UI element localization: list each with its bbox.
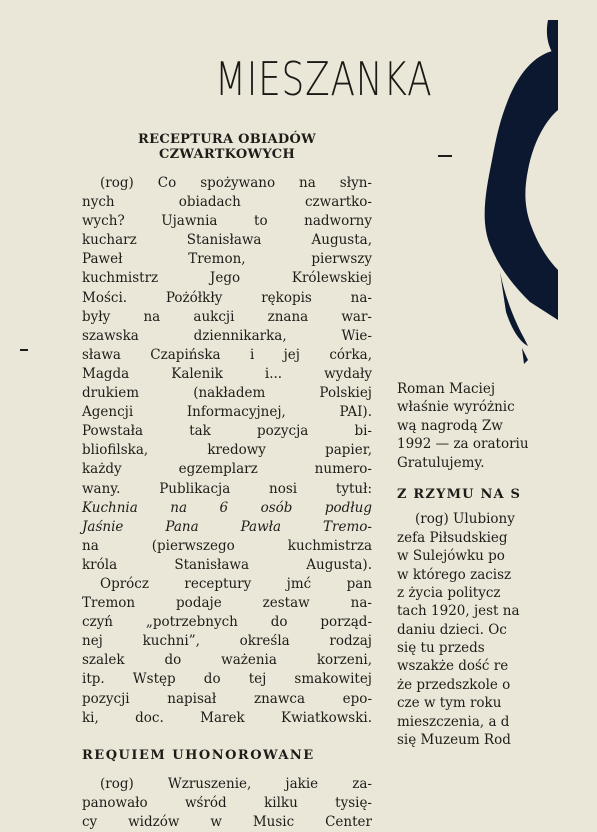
body-line: pozycji napisał znawca epo- <box>82 690 372 707</box>
body-line: wany. Publikacja nosi tytuł: <box>82 480 372 497</box>
body-line: każdy egzemplarz numero- <box>82 461 372 478</box>
right-line: w Sulejówku po <box>397 548 505 565</box>
body-line: Magda Kalenik i... wydały <box>82 365 372 382</box>
body-line: wych? Ujawnia to nadworny <box>82 213 372 230</box>
right-line: tach 1920, jest na <box>397 603 520 620</box>
body-line: kucharz Stanisława Augusta, <box>82 232 372 249</box>
body-line: były na aukcji znana war- <box>82 308 372 325</box>
right-line: się tu przeds <box>397 640 485 657</box>
body-line: na (pierwszego kuchmistrza <box>82 537 372 554</box>
body-line: Oprócz receptury jmć pan <box>100 575 372 592</box>
right-line: Gratulujemy. <box>397 454 485 471</box>
body-line: Paweł Tremon, pierwszy <box>82 251 372 268</box>
body-line: sława Czapińska i jej córka, <box>82 346 372 363</box>
left-column <box>82 132 372 832</box>
article-body-receptura <box>82 174 372 728</box>
right-line: się Muzeum Rod <box>397 732 511 749</box>
article-headline-receptura <box>82 132 372 162</box>
body-line: itp. Wstęp do tej smakowitej <box>82 671 372 688</box>
body-line: Mości. Pożółkły rękopis na- <box>82 289 372 306</box>
body-line: czyń „potrzebnych do porząd- <box>82 614 372 631</box>
right-line: że przedszkole o <box>397 676 511 693</box>
body-line-title: Jaśnie Pana Pawła Tremo- <box>82 518 372 535</box>
right-line: Roman Maciej <box>397 381 496 397</box>
ornament-tick <box>20 349 28 351</box>
right-column <box>397 380 597 749</box>
body-line-title: Kuchnia na 6 osób podług <box>82 499 372 516</box>
body-line: nej kuchni”, określa rodzaj <box>82 633 372 650</box>
right-line: daniu dzieci. Oc <box>397 621 507 638</box>
right-line: (rog) Ulubiony <box>415 511 515 528</box>
body-line: panowało wśród kilku tysię- <box>82 794 372 811</box>
portrait-illustration <box>420 20 558 380</box>
article-body-requiem <box>82 775 372 832</box>
headline-line-1: RECEPTURA OBIADÓW <box>138 132 316 147</box>
right-line: właśnie wyróżnic <box>397 399 515 416</box>
body-line: króla Stanisława Augusta). <box>82 556 372 573</box>
body-line: Powstała tak pozycja bi- <box>82 423 372 440</box>
body-line: kuchmistrz Jego Królewskiej <box>82 270 372 287</box>
right-line: w którego zacisz <box>397 566 512 583</box>
section-masthead: MIESZANKA <box>215 52 433 106</box>
body-line: (rog) Co spożywano na słyn- <box>100 175 372 191</box>
ornament-dash <box>438 155 452 157</box>
right-line: cze w tym roku <box>397 695 502 712</box>
body-line: (rog) Wzruszenie, jakie za- <box>100 775 372 792</box>
body-line: Tremon podaje zestaw na- <box>82 595 372 612</box>
right-line: z życia politycz <box>397 584 501 601</box>
right-line: wszakże dość re <box>397 658 509 675</box>
body-line: drukiem (nakładem Polskiej <box>82 385 372 402</box>
body-line: Agencji Informacyjnej, PAI). <box>82 404 372 421</box>
body-line: cy widzów w Music Center <box>82 813 372 830</box>
right-line: mieszczenia, a d <box>397 713 510 730</box>
article-headline-rzym: Z RZYMU NA S <box>397 486 522 502</box>
article-headline-requiem: REQUIEM UHONOROWANE <box>82 747 315 763</box>
body-line: szalek do ważenia korzeni, <box>82 652 372 669</box>
right-line: wą nagrodą Zw <box>397 417 503 434</box>
body-line: szawska dziennikarka, Wie- <box>82 327 372 344</box>
headline-line-2: CZWARTKOWYCH <box>158 147 296 162</box>
right-line: zefa Piłsudskieg <box>397 529 508 546</box>
right-line: 1992 — za oratoriu <box>397 436 529 453</box>
body-line: ki, doc. Marek Kwiatkowski. <box>82 709 372 726</box>
body-line: bliofilska, kredowy papier, <box>82 442 372 459</box>
body-line: nych obiadach czwartko- <box>82 194 372 211</box>
